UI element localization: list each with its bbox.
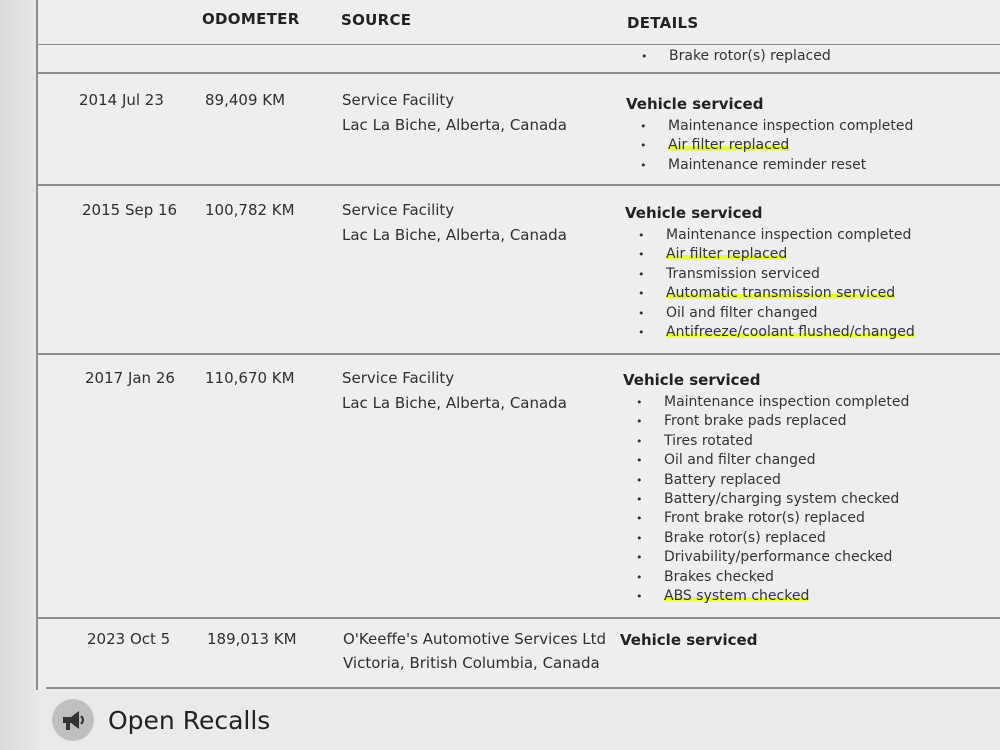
list-item: • Brake rotor(s) replaced xyxy=(641,47,831,66)
source-header: SOURCE xyxy=(341,11,412,29)
highlighted-item: Air filter replaced xyxy=(668,137,790,154)
megaphone-icon xyxy=(52,699,94,741)
highlighted-item: ABS system checked xyxy=(664,587,810,604)
list-item: • Brake rotor(s) replaced xyxy=(636,529,909,548)
record-source-location: Lac La Biche, Alberta, Canada xyxy=(342,116,567,134)
row-divider xyxy=(36,72,1000,74)
record-detail-title: Vehicle serviced xyxy=(620,631,758,649)
record-detail-list xyxy=(640,117,913,175)
list-item xyxy=(638,284,915,303)
list-item: • Maintenance inspection completed xyxy=(636,393,909,412)
prev-record-list xyxy=(641,47,831,66)
open-recalls-section[interactable] xyxy=(52,695,270,745)
row-divider xyxy=(36,617,1000,619)
list-item: • Maintenance inspection completed xyxy=(638,226,915,245)
record-odometer: 89,409 KM xyxy=(205,91,286,109)
record-date: 2017 Jan 26 xyxy=(85,369,175,387)
list-item xyxy=(638,245,915,264)
table-bottom-border xyxy=(46,687,1000,689)
list-item: • Battery replaced xyxy=(636,471,909,490)
list-item xyxy=(638,323,915,342)
record-source-location: Lac La Biche, Alberta, Canada xyxy=(342,226,567,244)
record-source-name: Service Facility xyxy=(342,201,455,219)
list-item: • Oil and filter changed xyxy=(636,451,909,470)
record-odometer: 189,013 KM xyxy=(207,630,297,648)
odometer-header: ODOMETER xyxy=(202,10,300,28)
table-header xyxy=(36,0,1000,45)
list-item: • Tires rotated xyxy=(636,432,909,451)
record-date: 2014 Jul 23 xyxy=(79,91,164,109)
list-item xyxy=(636,587,909,606)
record-source-name: Service Facility xyxy=(342,369,455,387)
record-detail-list xyxy=(638,226,915,342)
record-source-location: Lac La Biche, Alberta, Canada xyxy=(342,394,567,412)
row-divider xyxy=(36,353,1000,355)
list-item: • Maintenance inspection completed xyxy=(640,117,913,136)
page-margin xyxy=(0,0,36,750)
record-odometer: 110,670 KM xyxy=(205,369,295,387)
record-date: 2023 Oct 5 xyxy=(87,630,171,648)
record-detail-title: Vehicle serviced xyxy=(623,371,761,389)
list-item: • Front brake rotor(s) replaced xyxy=(636,509,909,528)
row-divider xyxy=(36,184,1000,186)
highlighted-item: Antifreeze/coolant flushed/changed xyxy=(666,323,915,340)
highlighted-item: Automatic transmission serviced xyxy=(666,285,896,302)
record-detail-title: Vehicle serviced xyxy=(625,204,763,222)
list-item: • Oil and filter changed xyxy=(638,304,915,323)
record-source-name: O'Keeffe's Automotive Services Ltd xyxy=(343,630,607,648)
record-source-name: Service Facility xyxy=(342,91,455,109)
list-item: • Brakes checked xyxy=(636,568,909,587)
record-detail-title: Vehicle serviced xyxy=(626,95,764,113)
list-item: • Transmission serviced xyxy=(638,265,915,284)
open-recalls-title: Open Recalls xyxy=(108,705,271,735)
highlighted-item: Air filter replaced xyxy=(666,246,788,263)
list-item: • Battery/charging system checked xyxy=(636,490,909,509)
list-item: • Drivability/performance checked xyxy=(636,548,909,567)
list-item: • Front brake pads replaced xyxy=(636,412,909,431)
record-date: 2015 Sep 16 xyxy=(82,201,178,219)
list-item xyxy=(640,136,913,155)
record-detail-list xyxy=(636,393,909,606)
details-header: DETAILS xyxy=(627,14,699,32)
record-odometer: 100,782 KM xyxy=(205,201,295,219)
record-source-location: Victoria, British Columbia, Canada xyxy=(343,654,600,672)
list-item: • Maintenance reminder reset xyxy=(640,156,913,175)
